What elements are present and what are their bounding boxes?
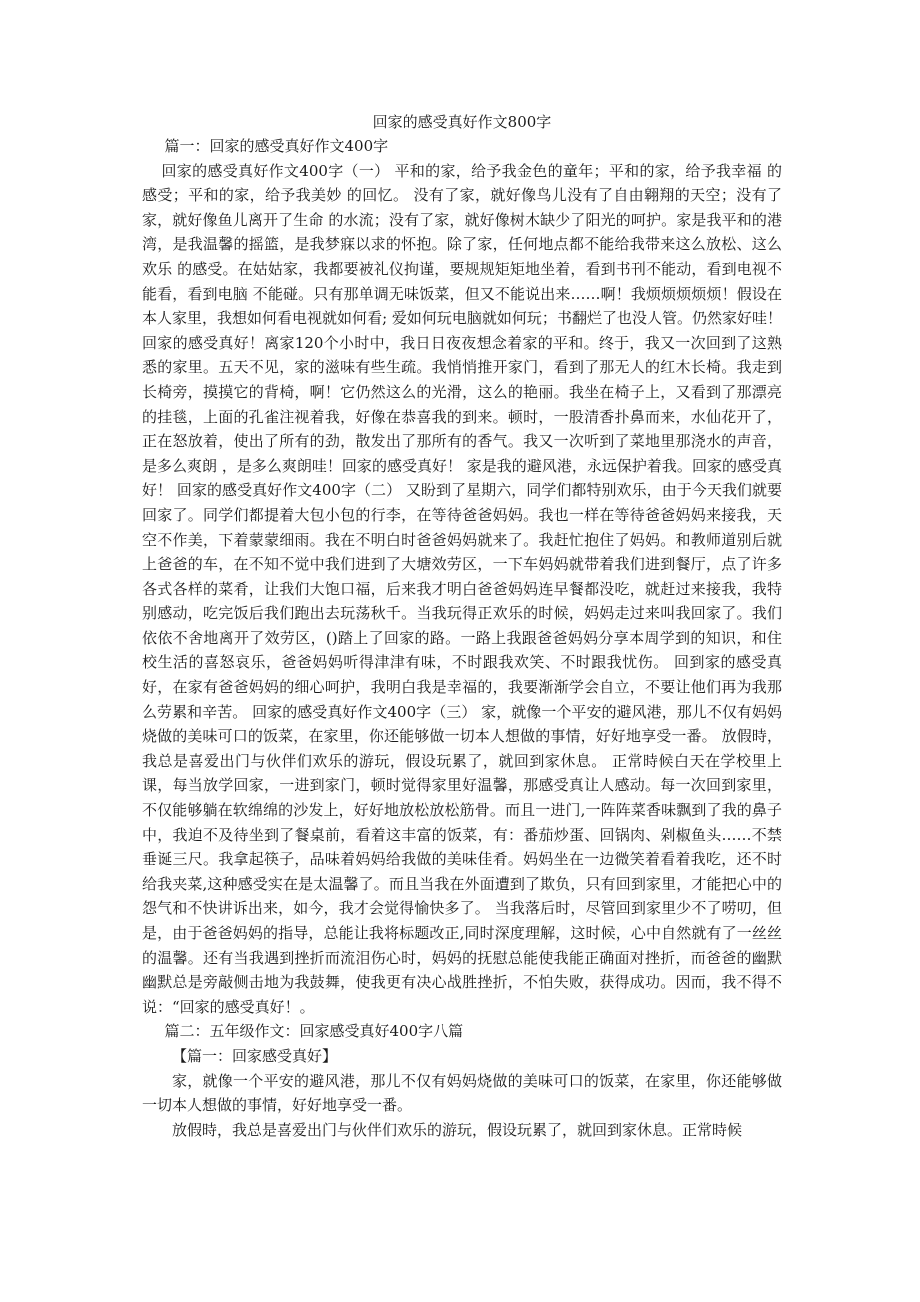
section-heading-2: 篇二：五年级作文：回家感受真好400字八篇 [164, 1022, 464, 1041]
body-paragraph-1: 回家的感受真好作文400字（一） 平和的家，给予我金色的童年；平和的家，给予我幸福 的感受；平和的家，给予我美妙 的回忆。 没有了家，就好像鸟儿没有了自由翱翔的天空；没有了家，就好像鱼儿离开了生命 的水流；没有了家，就好像树木缺少了阳光的呵护。家是我平和的港湾，是我温馨的摇篮，是我梦寐以求的怀抱。除了家，任何地点都不能给我带来这么放松、这么欢乐 的感受。在姑姑家，我都要被礼仪拘谨，要规规矩矩地坐着，看到书刊不能动，看到电视不能看，看到电脑 不能碰。只有那单调无味饭菜，但又不能说出来……啊！我烦烦烦烦烦！假设在本人家里，我想如何看电视就如何看; 爱如何玩电脑就如何玩；书翻烂了也没人管。仍然家好哇！ 回家的感受真好！离家120个小时中，我日日夜夜想念着家的平和。终于，我又一次回到了这熟悉的家里。五天不见，家的滋味有些生疏。我悄悄推开家门，看到了那无人的红木长椅。我走到长椅旁，摸摸它的背椅，啊！它仍然这么的光滑，这么的艳丽。我坐在椅子上，又看到了那漂亮 的挂毯，上面的孔雀注视着我，好像在恭喜我的到来。顿时，一股清香扑鼻而来，水仙花开了，正在怒放着，使出了所有的劲，散发出了那所有的香气。我又一次听到了菜地里那浇水的声音，是多么爽朗 ，是多么爽朗哇！回家的感受真好！ 家是我的避风港，永远保护着我。回家的感受真好！ 回家的感受真好作文400字（二） 又盼到了星期六，同学们都特别欢乐，由于今天我们就要回家了。同学们都提着大包小包的行李，在等待爸爸妈妈。我也一样在等待爸爸妈妈来接我，天空不作美，下着蒙蒙细雨。我在不明白时爸爸妈妈就来了。我赶忙抱住了妈妈。和教师道别后就上爸爸的车，在不知不觉中我们进到了大塘效劳区，一下车妈妈就带着我们进到餐厅，点了许多各式各样的菜肴，让我们大饱口福，后来我才明白爸爸妈妈连早餐都没吃，就赶过来接我，我特别感动，吃完饭后我们跑出去玩荡秋千。当我玩得正欢乐的时候，妈妈走过来叫我回家了。我们依依不舍地离开了效劳区，()踏上了回家的路。一路上我跟爸爸妈妈分享本周学到的知识，和住校生活的喜怒哀乐，爸爸妈妈听得津津有味，不时跟我欢笑、不时跟我忧伤。 回到家的感受真好，在家有爸爸妈妈的细心呵护，我明白我是幸福的，我要渐渐学会自立，不要让他们再为我那么劳累和辛苦。 回家的感受真好作文400字（三） 家，就像一个平安的避风港，那儿不仅有妈妈烧做的美味可口的饭菜，在家里，你还能够做一切本人想做的事情，好好地享受一番。 放假時，我总是喜爱出门与伙伴们欢乐的游玩，假设玩累了，就回到家休息。 正常時候白天在学校里上课，每当放学回家，一进到家门，顿时觉得家里好温馨，那感受真让人感动。每一次回到家里，不仅能够躺在软绵绵的沙发上，好好地放松放松筋骨。而且一进门,一阵阵菜香味飘到了我的鼻子中，我迫不及待坐到了餐桌前，看着这丰富的饭菜，有：番茄炒蛋、回锅肉、剁椒鱼头……不禁垂诞三尺。我拿起筷子，品味着妈妈给我做的美味佳肴。妈妈坐在一边微笑着看着我吃，还不时给我夹菜,这种感受实在是太温馨了。而且当我在外面遭到了欺负，只有回到家里，才能把心中的怨气和不快讲诉出来，如今，我才会觉得愉快多了。 当我落后时，尽管回到家里少不了唠叨，但是，由于爸爸妈妈的指导，总能让我将标题改正,同时深度理解，这时候，心中自然就有了一丝丝的温馨。还有当我遇到挫折而流泪伤心时，妈妈的抚慰总能使我能正确面对挫折，而爸爸的幽默幽默总是旁敲侧击地为我鼓舞，使我更有决心战胜挫折，不怕失败，获得成功。因而，我不得不说：“回家的感受真好！。 [142, 161, 782, 1016]
body-paragraph-2: 家，就像一个平安的避风港，那儿不仅有妈妈烧做的美味可口的饭菜，在家里，你还能够做一切本人想做的事情，好好地享受一番。 [142, 1071, 782, 1115]
body-paragraph-3: 放假時，我总是喜爱出门与伙伴们欢乐的游玩，假设玩累了，就回到家休息。正常時候 [172, 1120, 743, 1139]
section-heading-1: 篇一：回家的感受真好作文400字 [164, 137, 389, 155]
document-title: 回家的感受真好作文800字 [372, 113, 552, 131]
sub-heading-1: 【篇一：回家感受真好】 [172, 1046, 338, 1065]
document-content [142, 104, 782, 1274]
